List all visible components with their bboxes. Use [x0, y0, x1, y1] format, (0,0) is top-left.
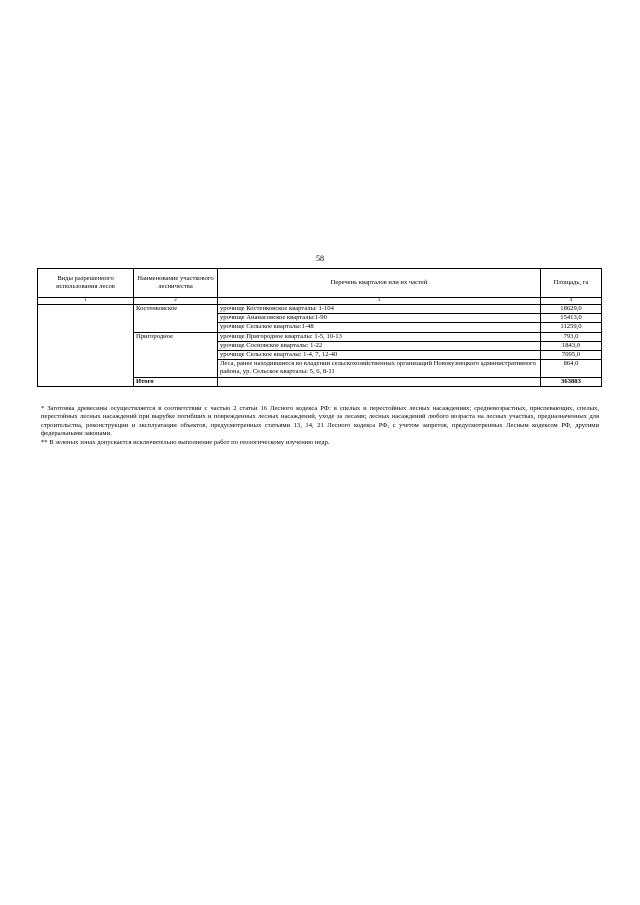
- footnote: * Заготовка древесины осуществляется в соответствии с частью 2 статьи 16 Лесного кодекса РФ: в спелых и перестойных лесных насаждениях; средневозрастных, приспевающих, спелых, перестойных лесных насаждений при вырубке погибших и поврежденных лесных насаждений, уходе за лесами; лесных насаждений любого возраста на лесных участках, предназначенных для строительства, реконструкции и эксплуатации объектов, предусмотренных статьями 13, 14, 21 Лесного кодекса РФ, с учетом запретов, предусмотренных Лесным кодексом РФ, другими федеральными законами.: [41, 405, 599, 438]
- total-label: Итого: [134, 377, 218, 386]
- district-cell: Пригородное: [134, 332, 218, 377]
- table-header-row: [38, 269, 602, 298]
- header-quarters: Перечень кварталов или их частей: [218, 269, 541, 298]
- area-cell: 11259,0: [541, 323, 602, 332]
- quarters-cell: урочище Ананасовское кварталы:1-90: [218, 314, 541, 323]
- column-number: 4: [541, 298, 602, 305]
- page-number: 58: [316, 254, 324, 263]
- column-number: 2: [134, 298, 218, 305]
- forest-use-cell: [38, 305, 134, 387]
- area-cell: 1843,0: [541, 341, 602, 350]
- forest-quarters-table: [37, 268, 602, 387]
- area-cell: 7095,0: [541, 351, 602, 360]
- quarters-cell: урочище Сельское кварталы:1-48: [218, 323, 541, 332]
- area-cell: 18629,0: [541, 305, 602, 314]
- area-cell: 864,0: [541, 360, 602, 377]
- header-forest-use: Виды разрешенного использования лесов: [38, 269, 134, 298]
- total-empty-cell: [218, 377, 541, 386]
- quarters-cell: урочище Сельское кварталы: 1-4, 7, 12-40: [218, 351, 541, 360]
- column-number: 3: [218, 298, 541, 305]
- area-cell: 793,0: [541, 332, 602, 341]
- footnotes: [41, 405, 599, 447]
- quarters-cell: урочище Сосновское кварталы: 1-22: [218, 341, 541, 350]
- header-area: Площадь, га: [541, 269, 602, 298]
- header-district: Наименование участкового лесничества: [134, 269, 218, 298]
- quarters-cell: урочище Костенковское кварталы: 1-104: [218, 305, 541, 314]
- quarters-cell: Леса, ранее находившиеся во владении сельскохозяйственных организаций Новокузнецкого административного района, ур. Сельское кварталы: 5, 6, 8-11: [218, 360, 541, 377]
- district-cell: Костенковское: [134, 305, 218, 333]
- total-value: 363883: [541, 377, 602, 386]
- column-number-row: [38, 298, 602, 305]
- area-cell: 15413,0: [541, 314, 602, 323]
- quarters-cell: урочище Пригородное кварталы: 1-5, 10-13: [218, 332, 541, 341]
- footnote: ** В зеленых зонах допускается исключительно выполнение работ по геологическому изучению недр.: [41, 438, 330, 446]
- table-row: [38, 305, 602, 314]
- column-number: 1: [38, 298, 134, 305]
